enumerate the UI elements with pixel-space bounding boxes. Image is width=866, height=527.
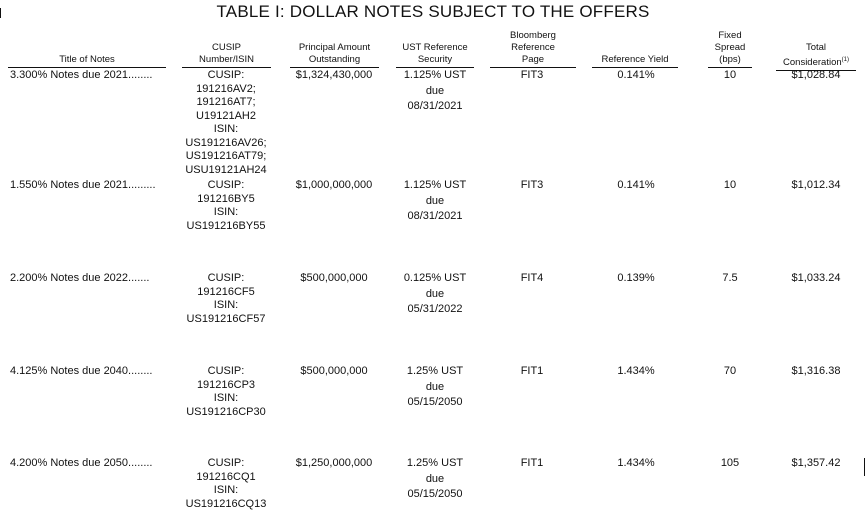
cell-fixed-spread: 70	[723, 365, 737, 377]
cell-cusip-isin	[176, 272, 276, 326]
ust-line: 08/31/2021	[407, 100, 463, 112]
cell-ust-reference	[390, 178, 480, 225]
header-ust-reference	[396, 42, 474, 68]
cusip-line: US191216AV26;	[185, 136, 267, 149]
cusip-line: US191216BY55	[186, 219, 266, 232]
ust-line: 1.25% UST	[406, 457, 464, 469]
cell-reference-yield: 1.434%	[617, 365, 655, 377]
cusip-line: 191216AT7;	[196, 96, 256, 108]
header-line: Principal Amount	[298, 42, 371, 53]
cell-reference-yield: 0.139%	[617, 272, 655, 284]
header-fixed-spread	[708, 30, 752, 68]
cusip-line: US191216CQ13	[185, 497, 267, 510]
cell-cusip-isin	[176, 365, 276, 419]
cell-ust-reference	[390, 364, 480, 411]
ust-line: 1.125% UST	[403, 179, 467, 191]
ust-line: 08/31/2021	[407, 210, 463, 222]
cell-fixed-spread: 7.5	[722, 272, 738, 284]
ust-line: 0.125% UST	[403, 272, 467, 284]
cell-bloomberg-page: FIT3	[520, 179, 544, 191]
header-bloomberg-page	[490, 30, 576, 68]
cell-title-of-notes: 2.200% Notes due 2022.......	[10, 272, 150, 284]
cell-bloomberg-page: FIT1	[520, 457, 544, 469]
cell-fixed-spread: 105	[720, 457, 740, 469]
header-text: Consideration	[783, 57, 842, 69]
footnote-marker: (1)	[841, 57, 849, 63]
header-line: Reference Yield	[601, 54, 669, 65]
header-line: (bps)	[719, 54, 741, 65]
cell-cusip-isin	[176, 457, 276, 511]
ust-line: due	[425, 472, 445, 485]
cell-title-of-notes: 1.550% Notes due 2021.........	[10, 179, 156, 191]
header-cusip-isin	[182, 42, 271, 68]
header-line: Outstanding	[308, 54, 361, 65]
cusip-line: ISIN:	[213, 206, 239, 218]
cusip-line: 191216CF5	[197, 285, 255, 298]
header-line: UST Reference	[402, 42, 468, 53]
cell-reference-yield: 1.434%	[617, 457, 655, 469]
ust-line: 1.25% UST	[406, 365, 464, 377]
cusip-line: ISIN:	[213, 299, 239, 311]
cell-title-of-notes: 4.125% Notes due 2040........	[10, 365, 153, 377]
header-line: Fixed	[718, 30, 742, 41]
ust-line: 05/15/2050	[407, 396, 463, 408]
cell-total-consideration: $1,028.84	[791, 69, 841, 81]
table-title: TABLE I: DOLLAR NOTES SUBJECT TO THE OFFERS	[216, 2, 650, 21]
header-line: Number/ISIN	[199, 54, 254, 65]
cell-total-consideration: $1,316.38	[791, 365, 841, 377]
ust-line: 05/31/2022	[407, 303, 463, 315]
cell-principal: $500,000,000	[300, 365, 368, 377]
ust-line: due	[425, 380, 445, 393]
cell-reference-yield: 0.141%	[617, 69, 655, 81]
cell-ust-reference	[390, 456, 480, 503]
cell-title-of-notes: 4.200% Notes due 2050........	[10, 457, 153, 469]
cell-reference-yield: 0.141%	[617, 179, 655, 191]
cusip-line: CUSIP:	[207, 457, 245, 469]
header-line: Reference	[511, 42, 555, 53]
cusip-line: CUSIP:	[207, 69, 245, 81]
header-line	[776, 54, 856, 69]
cell-total-consideration: $1,033.24	[791, 272, 841, 284]
cusip-line: CUSIP:	[207, 272, 245, 284]
header-reference-yield	[592, 54, 678, 68]
cell-cusip-isin	[176, 179, 276, 233]
cusip-line: US191216AT79;	[185, 150, 267, 162]
ust-line: due	[425, 84, 445, 97]
cusip-line: CUSIP:	[207, 365, 245, 377]
header-line: Title of Notes	[59, 54, 115, 65]
cell-total-consideration: $1,357.42	[791, 457, 841, 469]
cusip-line: CUSIP:	[207, 179, 245, 191]
header-total-consideration	[776, 42, 856, 71]
cell-cusip-isin	[176, 69, 276, 177]
cell-total-consideration: $1,012.34	[791, 179, 841, 191]
header-line: Spread	[714, 42, 746, 53]
cusip-line: ISIN:	[213, 123, 239, 135]
header-title-of-notes	[8, 54, 166, 68]
cell-principal: $1,250,000,000	[295, 457, 373, 469]
ust-line: due	[425, 287, 445, 300]
cusip-line: 191216CQ1	[196, 470, 256, 483]
ust-line: due	[425, 194, 445, 207]
cusip-line: 191216CP3	[196, 378, 256, 391]
cell-bloomberg-page: FIT3	[520, 69, 544, 81]
cusip-line: U19121AH2	[196, 109, 256, 122]
header-line: Security	[417, 54, 453, 65]
cusip-line: 191216BY5	[197, 192, 255, 205]
cell-bloomberg-page: FIT4	[520, 272, 544, 284]
header-line: Bloomberg	[510, 30, 556, 41]
cusip-line: 191216AV2;	[196, 82, 256, 95]
cell-principal: $1,324,430,000	[295, 69, 373, 81]
cell-principal: $1,000,000,000	[295, 179, 373, 191]
cell-title-of-notes: 3.300% Notes due 2021........	[10, 69, 153, 81]
ust-line: 1.125% UST	[403, 69, 467, 81]
cusip-line: USU19121AH24	[185, 163, 267, 176]
cell-ust-reference	[390, 68, 480, 115]
cusip-line: US191216CP30	[186, 405, 266, 418]
right-edge-mark	[864, 458, 865, 476]
cell-ust-reference	[390, 271, 480, 318]
header-line: Total	[805, 42, 827, 53]
cell-fixed-spread: 10	[723, 179, 737, 191]
cusip-line: ISIN:	[213, 484, 239, 496]
cell-principal: $500,000,000	[300, 272, 368, 284]
header-line: Page	[521, 54, 545, 65]
header-line: CUSIP	[211, 42, 242, 53]
cell-bloomberg-page: FIT1	[520, 365, 544, 377]
cell-fixed-spread: 10	[723, 69, 737, 81]
header-principal-amount	[290, 42, 379, 68]
ust-line: 05/15/2050	[407, 488, 463, 500]
cusip-line: US191216CF57	[186, 312, 266, 325]
cusip-line: ISIN:	[213, 392, 239, 404]
